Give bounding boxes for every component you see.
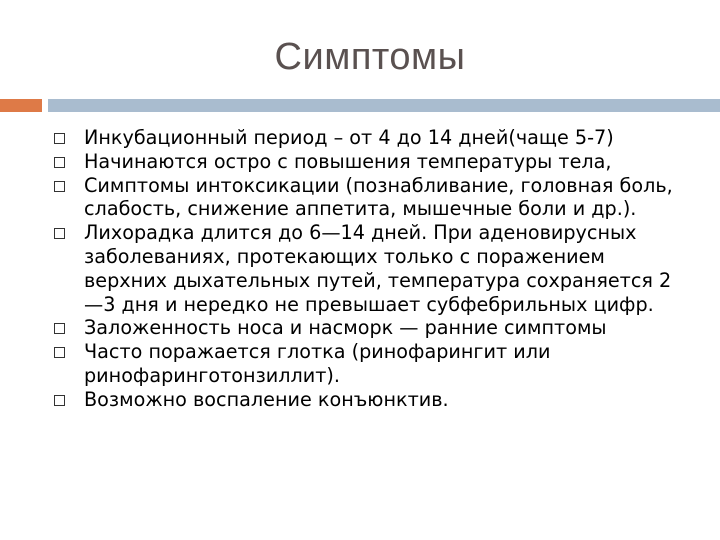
square-bullet-icon <box>54 157 65 168</box>
bullet-text: Заложенность носа и насморк — ранние симптомы <box>84 316 607 340</box>
bullet-item <box>54 126 684 150</box>
bullet-item <box>54 316 684 340</box>
slide-title: Симптомы <box>274 36 466 78</box>
square-bullet-icon <box>54 347 65 358</box>
accent-bar-blue <box>48 99 720 112</box>
bullet-text: Возможно воспаление конъюнктив. <box>84 387 449 411</box>
bullet-item <box>54 221 684 316</box>
accent-bar-orange <box>0 99 42 112</box>
bullet-list <box>54 126 684 412</box>
bullet-text: Симптомы интоксикации (познабливание, головная боль, слабость, снижение аппетита, мышечные боли и др.). <box>84 173 673 221</box>
bullet-item <box>54 174 684 222</box>
bullet-text: Начинаются остро с повышения температуры тела, <box>84 149 612 173</box>
bullet-item <box>54 150 684 174</box>
bullet-text: Лихорадка длится до 6—14 дней. При аденовирусных заболеваниях, протекающих только с поражением верхних дыхательных путей, температура сохраняется 2 —3 дня и нередко не превышает субфебрильных цифр. <box>84 221 672 316</box>
square-bullet-icon <box>54 395 65 406</box>
bullet-text: Часто поражается глотка (ринофарингит или ринофаринготонзиллит). <box>84 340 551 387</box>
square-bullet-icon <box>54 181 65 192</box>
square-bullet-icon <box>54 323 65 334</box>
bullet-item <box>54 340 684 388</box>
square-bullet-icon <box>54 228 65 239</box>
bullet-item <box>54 388 684 412</box>
bullet-text: Инкубационный период – от 4 до 14 дней(чаще 5-7) <box>84 126 614 149</box>
square-bullet-icon <box>54 133 65 144</box>
